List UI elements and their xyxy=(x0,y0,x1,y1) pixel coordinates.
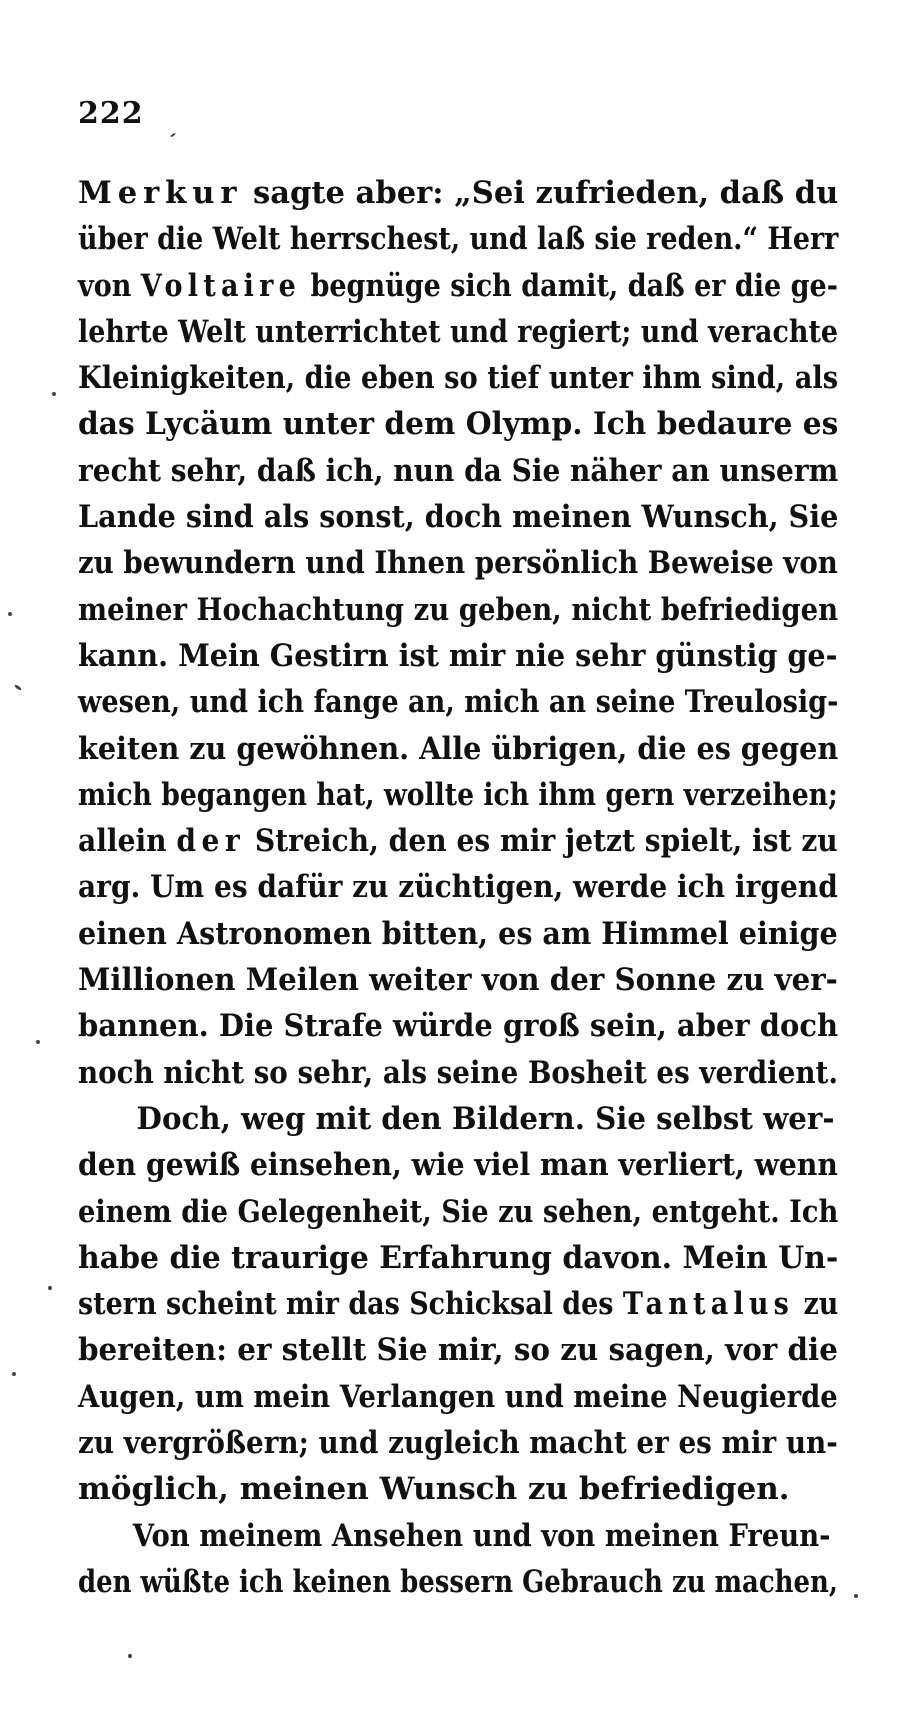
line-segment: Von meinem Ansehen und von meinen Freun- xyxy=(132,1517,831,1554)
text-line xyxy=(78,401,839,447)
paragraph-start-line xyxy=(78,1096,835,1142)
line-segment: zu xyxy=(794,1286,839,1323)
spaced-name: Voltaire xyxy=(140,267,302,304)
text-line xyxy=(78,309,839,355)
line-segment: Millionen Meilen weiter von der Sonne zu ver- xyxy=(78,962,838,999)
dust-speck xyxy=(170,132,176,137)
line-segment: arg. Um es dafür zu züchtigen, werde ich irgend xyxy=(78,869,838,906)
text-line xyxy=(78,911,838,957)
text-line xyxy=(78,864,838,910)
text-line xyxy=(78,1466,838,1512)
line-segment: einen Astronomen bitten, es am Himmel einige xyxy=(78,915,838,952)
text-line xyxy=(78,1281,839,1327)
text-line xyxy=(78,957,838,1003)
spaced-name: Merkur xyxy=(78,175,243,211)
line-segment: noch nicht so sehr, als seine Bosheit es verdient. xyxy=(78,1054,839,1091)
line-segment: begnüge sich damit, daß er die ge- xyxy=(301,267,838,304)
page-number: 222 xyxy=(78,96,144,131)
dust-speck xyxy=(52,392,56,396)
line-segment: einem die Gelegenheit, Sie zu sehen, entgeht. Ich xyxy=(78,1193,839,1230)
text-line xyxy=(78,726,839,772)
line-segment: kann. Mein Gestirn ist mir nie sehr günstig ge- xyxy=(78,637,838,674)
text-line xyxy=(78,1050,839,1096)
line-segment: Kleinigkeiten, die eben so tief unter ihm sind, als xyxy=(78,360,839,397)
text-line xyxy=(78,1142,838,1188)
text-line xyxy=(78,1559,838,1605)
line-segment: stern scheint mir das Schicksal des xyxy=(78,1286,623,1323)
text-line xyxy=(78,216,839,262)
line-segment: recht sehr, daß ich, nun da Sie näher an unserm xyxy=(78,452,839,489)
line-segment: wesen, und ich fange an, mich an seine Treulosig- xyxy=(78,684,839,721)
text-line xyxy=(78,818,838,864)
text-line xyxy=(78,263,838,309)
line-segment: über die Welt herrschest, und laß sie reden.“ Herr xyxy=(78,221,839,258)
line-segment: bannen. Die Strafe würde groß sein, aber doch xyxy=(78,1008,839,1045)
text-line xyxy=(78,1235,839,1281)
text-line xyxy=(78,355,839,401)
paragraph-start-line xyxy=(78,1513,831,1559)
line-segment: meiner Hochachtung zu geben, nicht befriedigen xyxy=(78,591,839,628)
text-line xyxy=(78,1374,838,1420)
line-segment: möglich, meinen Wunsch zu befriedigen. xyxy=(78,1471,790,1508)
line-segment: mich begangen hat, wollte ich ihm gern verzeihen; xyxy=(78,776,838,813)
body-text xyxy=(78,170,838,1605)
dust-speck xyxy=(12,1372,16,1376)
text-line xyxy=(78,587,839,633)
line-segment: allein xyxy=(78,823,177,860)
text-line xyxy=(78,448,839,494)
line-segment: Lande sind als sonst, doch meinen Wunsch, Sie xyxy=(78,499,839,536)
dust-speck xyxy=(854,1594,858,1598)
dust-speck xyxy=(36,1040,40,1044)
line-segment: den wüßte ich keinen bessern Gebrauch zu machen, xyxy=(78,1563,838,1600)
dust-speck xyxy=(14,684,22,691)
text-line xyxy=(78,494,839,540)
line-segment: Doch, weg mit den Bildern. Sie selbst wer- xyxy=(136,1100,835,1137)
spaced-word: der xyxy=(176,823,246,860)
text-line xyxy=(78,170,839,216)
line-segment: keiten zu gewöhnen. Alle übrigen, die es gegen xyxy=(78,730,839,767)
text-line xyxy=(78,679,839,725)
text-line xyxy=(78,633,838,679)
line-segment: zu vergrößern; und zugleich macht er es mir un- xyxy=(78,1425,838,1462)
dust-speck xyxy=(48,1286,52,1290)
line-segment: von xyxy=(78,267,141,304)
dust-speck xyxy=(128,1654,132,1658)
line-segment: Streich, den es mir jetzt spielt, ist zu xyxy=(245,823,838,860)
line-segment: lehrte Welt unterrichtet und regiert; und verachte xyxy=(78,313,839,350)
text-line xyxy=(78,772,838,818)
line-segment: den gewiß einsehen, wie viel man verliert, wenn xyxy=(78,1147,838,1184)
text-line xyxy=(78,1327,838,1373)
text-line xyxy=(78,1189,839,1235)
line-segment: bereiten: er stellt Sie mir, so zu sagen, vor die xyxy=(78,1332,838,1369)
line-segment: habe die traurige Erfahrung davon. Mein Un- xyxy=(78,1239,839,1276)
spaced-name: Tantalus xyxy=(622,1286,795,1323)
line-segment: das Lycäum unter dem Olymp. Ich bedaure es xyxy=(78,406,839,443)
text-line xyxy=(78,1003,839,1049)
line-segment: sagte aber: „Sei zufrieden, daß du xyxy=(242,175,839,211)
line-segment: Augen, um mein Verlangen und meine Neugierde xyxy=(78,1378,838,1415)
line-segment: zu bewundern und Ihnen persönlich Beweise von xyxy=(78,545,838,582)
text-line xyxy=(78,1420,838,1466)
text-line xyxy=(78,540,838,586)
dust-speck xyxy=(8,612,12,616)
